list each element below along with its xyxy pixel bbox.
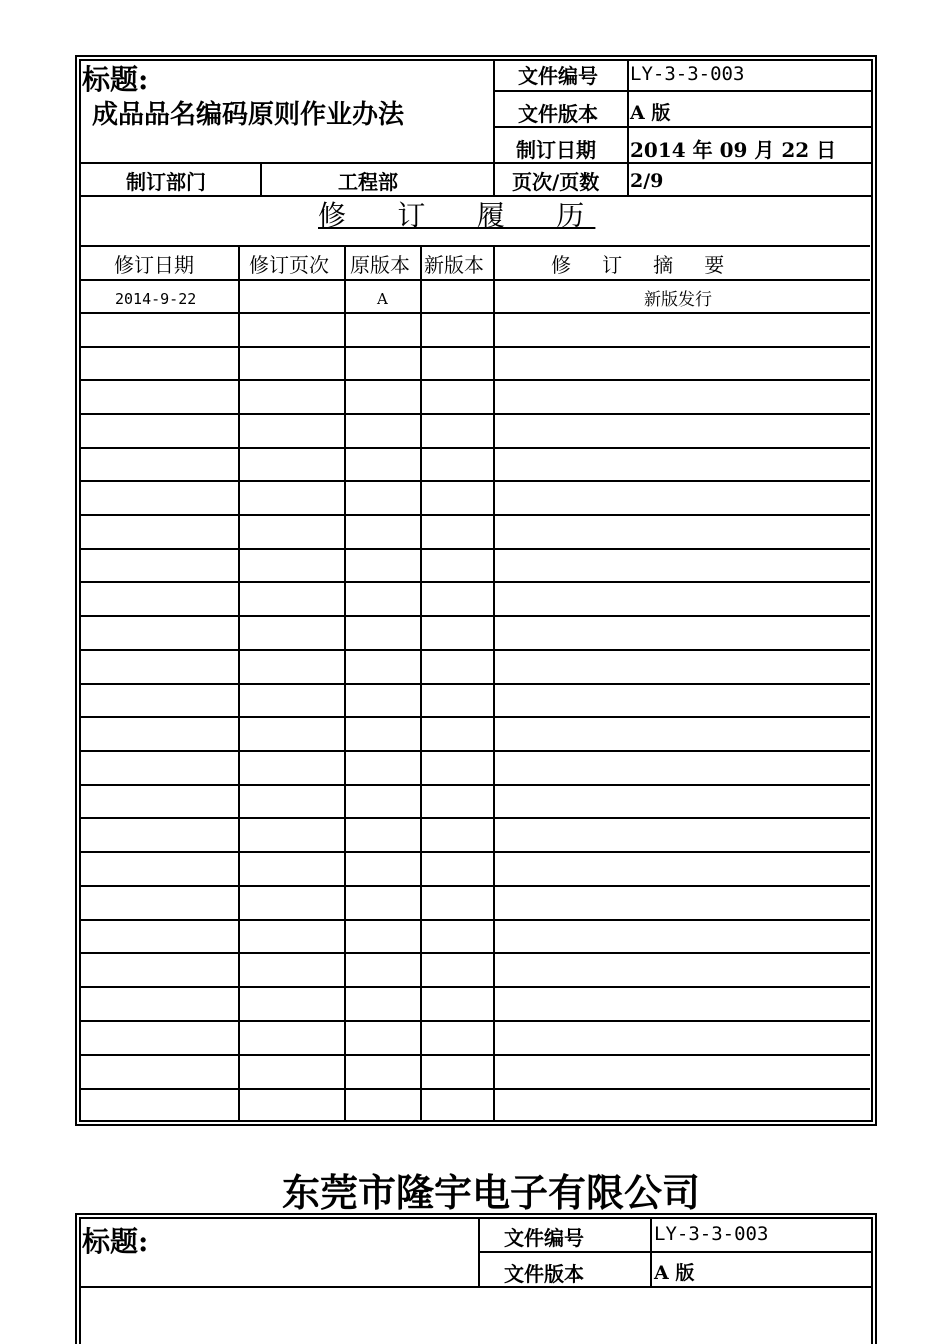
next-page-title-label: 标题: <box>82 1225 149 1258</box>
next-page-doc-number-label: 文件编号 <box>504 1226 584 1250</box>
next-page-frame-left-inner <box>79 1217 81 1344</box>
revision-history-title <box>318 199 596 232</box>
next-page-frame-top-inner <box>79 1217 873 1219</box>
row-1-old-version: A <box>377 290 388 308</box>
department-value: 工程部 <box>338 170 398 194</box>
issue-date-label: 制订日期 <box>516 138 596 162</box>
next-page-frame-top <box>75 1213 877 1215</box>
header-divider <box>260 162 262 195</box>
header-rule <box>493 126 871 128</box>
issue-date-value: 2014 年 09 月 22 日 <box>630 138 837 162</box>
header-rule <box>79 162 873 164</box>
next-page-rule <box>79 1286 873 1288</box>
document-title: 成品品名编码原则作业办法 <box>92 100 405 130</box>
column-header-revised-pages: 修订页次 <box>249 253 329 277</box>
header-rule <box>79 195 873 197</box>
company-name: 东莞市隆宇电子有限公司 <box>282 1170 701 1215</box>
revision-history-title-text: 修 订 履 历 <box>318 199 596 232</box>
column-header-revision-date: 修订日期 <box>114 253 194 277</box>
row-1-summary: 新版发行 <box>644 290 712 310</box>
department-label: 制订部门 <box>126 170 206 194</box>
next-page-frame-left <box>75 1213 77 1344</box>
next-page-doc-version-label: 文件版本 <box>504 1262 584 1286</box>
column-header-summary <box>551 255 727 275</box>
doc-number-value: LY-3-3-003 <box>630 63 745 85</box>
next-page-frame-right-inner <box>871 1217 873 1344</box>
page-count-label: 页次/页数 <box>512 170 600 194</box>
page-count-value: 2/9 <box>630 170 664 192</box>
doc-version-value: A 版 <box>630 102 671 124</box>
header-rule <box>493 90 871 92</box>
next-page-doc-version-value: A 版 <box>654 1262 695 1284</box>
column-header-old-version: 原版本 <box>350 253 410 277</box>
column-header-new-version: 新版本 <box>424 253 484 277</box>
doc-version-label: 文件版本 <box>518 102 598 126</box>
next-page-rule <box>478 1251 871 1253</box>
doc-number-label: 文件编号 <box>518 64 598 88</box>
title-label: 标题: <box>82 63 149 96</box>
row-1-revision-date: 2014-9-22 <box>115 290 197 308</box>
column-header-summary-text: 修 订 摘 要 <box>551 253 728 277</box>
next-page-frame-right <box>875 1213 877 1344</box>
next-page-doc-number-value: LY-3-3-003 <box>654 1223 769 1245</box>
